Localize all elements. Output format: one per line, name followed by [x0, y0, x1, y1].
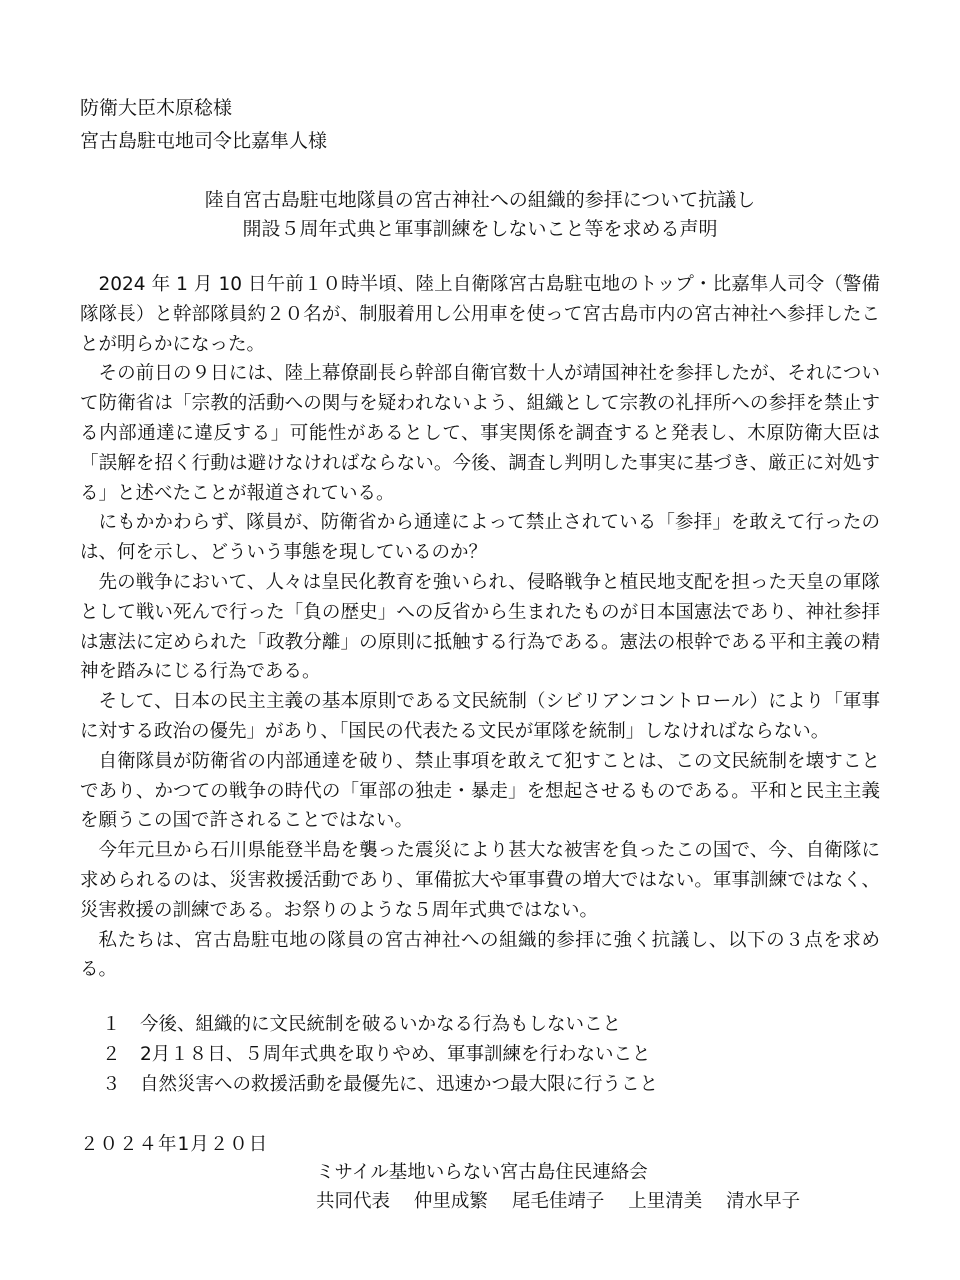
co-representatives — [316, 1187, 800, 1216]
demand-number: １ — [102, 1014, 121, 1035]
addressee-garrison-commander: 宮古島駐屯地司令比嘉隼人様 — [80, 130, 328, 152]
representative-name: 尾毛佳靖子 — [511, 1191, 605, 1212]
addressee-defense-minister: 防衛大臣木原稔様 — [80, 97, 233, 119]
statement-body — [80, 270, 880, 985]
paragraph: その前日の９日には、陸上幕僚副長ら幹部自衛官数十人が靖国神社を参拝したが、それについて防衛省は「宗教的活動への関与を疑われないよう、組織として宗教の礼拝所への参拝を禁止する内部通達に違反する」可能性があるとして、事実関係を調査すると発表し、木原防衛大臣は「誤解を招く行動は避けなければならない。今後、調査し判明した事実に基づき、厳正に対処する」と述べたことが報道されている。 — [80, 363, 880, 504]
demand-item — [102, 1040, 658, 1070]
demand-number: ２ — [102, 1043, 121, 1065]
representative-name: 上里清美 — [628, 1191, 703, 1212]
statement-date: ２０２４年1月２０日 — [80, 1134, 269, 1155]
demand-number: ３ — [102, 1073, 121, 1095]
addressee-block — [80, 92, 327, 158]
paragraph: にもかかわらず、隊員が、防衛省から通達によって禁止されている「参拝」を敢えて行ったのは、何を示し、どういう事態を現しているのか？ — [80, 512, 880, 564]
representatives-label: 共同代表 — [316, 1191, 391, 1212]
paragraph: 今年元旦から石川県能登半島を襲った震災により甚大な被害を負ったこの国で、今、自衛隊に求められるのは、災害救援活動であり、軍備拡大や軍事費の増大ではない。軍事訓練ではなく、災害救援の訓練である。お祭りのような５周年式典ではない。 — [80, 840, 880, 921]
organization-name: ミサイル基地いらない宮古島住民連絡会 — [316, 1162, 648, 1183]
representative-name: 仲里成繁 — [413, 1191, 488, 1212]
demand-item — [102, 1070, 658, 1100]
representative-name: 清水早子 — [726, 1191, 801, 1212]
demand-text: 2月１８日、５周年式典を取りやめ、軍事訓練を行わないこと — [140, 1043, 651, 1065]
paragraph: 2024 年 1 月 10 日午前１０時半頃、陸上自衛隊宮古島駐屯地のトップ・比嘉隼人司令（警備隊隊長）と幹部隊員約２０名が、制服着用し公用車を使って宮古島市内の宮古神社へ参拝したことが明らかになった。 — [80, 274, 880, 355]
demand-text: 自然災害への救援活動を最優先に、迅速かつ最大限に行うこと — [140, 1073, 659, 1095]
demand-item — [102, 1010, 658, 1040]
paragraph: そして、日本の民主主義の基本原則である文民統制（シビリアンコントロール）により「軍事に対する政治の優先」があり、「国民の代表たる文民が軍隊を統制」しなければならない。 — [80, 691, 880, 742]
paragraph: 自衛隊員が防衛省の内部通達を破り、禁止事項を敢えて犯すことは、この文民統制を壊すことであり、かつての戦争の時代の「軍部の独走・暴走」を想起させるものである。平和と民主主義を願うこの国で許されることではない。 — [80, 750, 880, 832]
demand-list — [102, 1010, 658, 1099]
title-line-1: 陸自宮古島駐屯地隊員の宮古神社への組織的参拝について抗議し — [204, 189, 756, 211]
statement-title — [0, 186, 960, 244]
demand-text: 今後、組織的に文民統制を破るいかなる行為もしないこと — [140, 1014, 622, 1035]
title-line-2: 開設５周年式典と軍事訓練をしないこと等を求める声明 — [242, 218, 718, 240]
signature-block — [316, 1158, 800, 1216]
paragraph: 私たちは、宮古島駐屯地の隊員の宮古神社への組織的参拝に強く抗議し、以下の３点を求める。 — [80, 929, 880, 981]
paragraph: 先の戦争において、人々は皇民化教育を強いられ、侵略戦争と植民地支配を担った天皇の軍隊として戦い死んで行った「負の歴史」への反省から生まれたものが日本国憲法であり、神社参拝は憲法に定められた「政教分離」の原則に抵触する行為である。憲法の根幹である平和主義の精神を踏みにじる行為である。 — [80, 571, 880, 683]
